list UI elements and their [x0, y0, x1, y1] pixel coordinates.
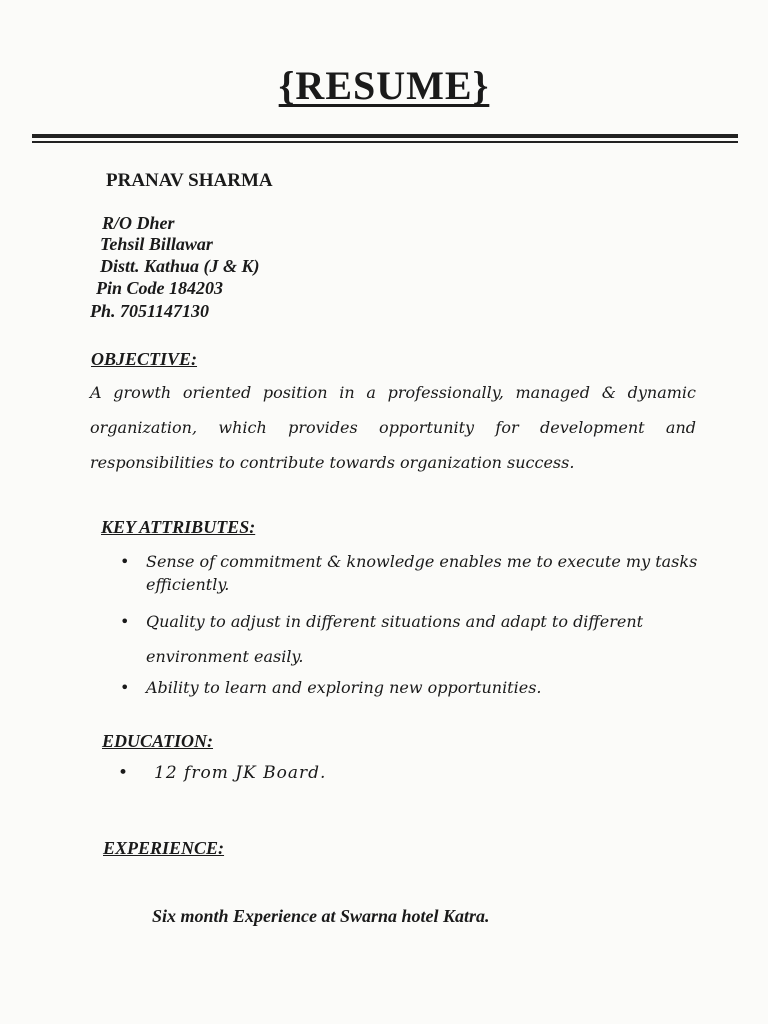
key-attributes-heading: KEY ATTRIBUTES:	[101, 517, 256, 537]
address-phone: Ph. 7051147130	[90, 301, 210, 321]
experience-text: Six month Experience at Swarna hotel Katra.	[152, 906, 490, 926]
list-item	[120, 550, 710, 596]
objective-heading: OBJECTIVE:	[91, 349, 198, 369]
address-pincode: Pin Code 184203	[96, 278, 224, 298]
list-item	[120, 604, 710, 674]
address-line: Tehsil Billawar	[100, 234, 213, 254]
title-divider-thin	[32, 141, 738, 143]
experience-heading: EXPERIENCE:	[103, 838, 225, 858]
resume-title: {RESUME}	[278, 63, 490, 108]
bullet-icon: •	[118, 763, 130, 783]
education-item	[118, 763, 326, 783]
bullet-icon: •	[120, 612, 130, 631]
bullet-icon: •	[120, 678, 130, 697]
title-divider-thick	[32, 134, 738, 138]
attribute-text: Sense of commitment & knowledge enables me to execute my tasks efficiently.	[146, 552, 698, 594]
education-text: 12 from JK Board.	[154, 763, 327, 783]
attribute-text: Ability to learn and exploring new opportunities.	[146, 678, 542, 697]
list-item	[120, 676, 710, 700]
bullet-icon: •	[120, 552, 130, 571]
address-line: Distt. Kathua (J & K)	[100, 256, 260, 276]
education-heading: EDUCATION:	[102, 731, 214, 751]
objective-text: A growth oriented position in a professionally, managed & dynamic organization, which provides opportunity for development and responsibilities to contribute towards organization success.	[90, 383, 696, 472]
address-line: R/O Dher	[102, 213, 175, 233]
key-attributes-list	[120, 550, 710, 700]
attribute-text: Quality to adjust in different situations and adapt to different environment easily.	[146, 612, 644, 666]
candidate-name: PRANAV SHARMA	[106, 170, 273, 191]
